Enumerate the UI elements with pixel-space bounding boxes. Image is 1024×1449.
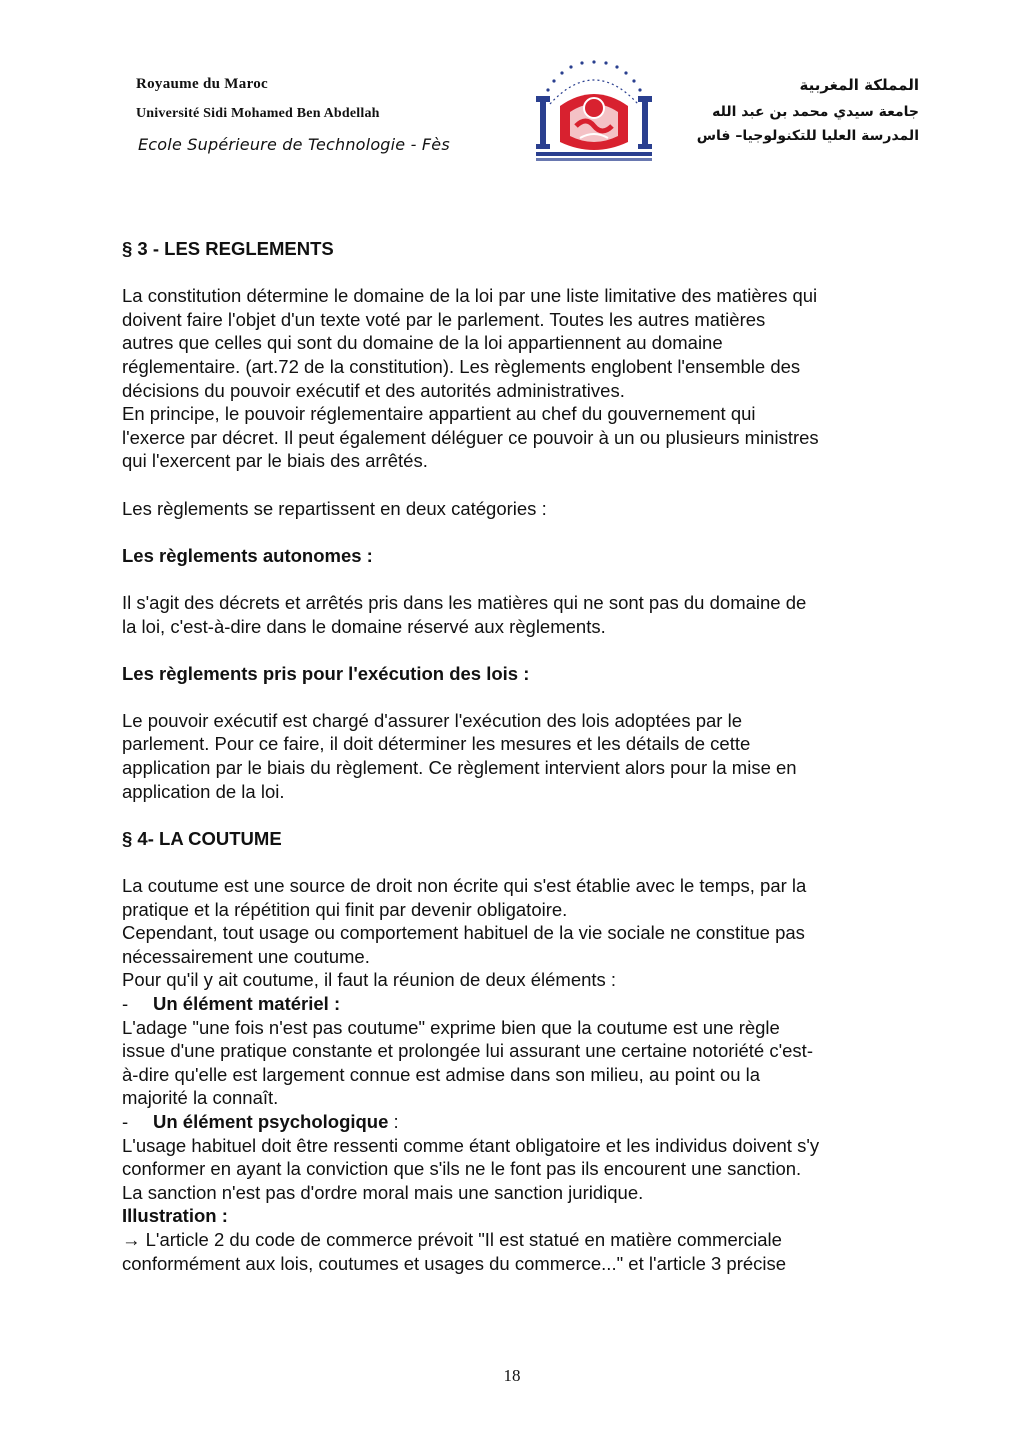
list-dash: -	[122, 993, 129, 1014]
header-university: Université Sidi Mohamed Ben Abdellah	[136, 106, 380, 121]
paragraph	[122, 591, 912, 638]
subheading-execution: Les règlements pris pour l'exécution des lois :	[122, 662, 530, 684]
element-psychologique-label: Un élément psychologique	[153, 1110, 389, 1132]
paragraph	[122, 874, 912, 1275]
text-line: → L'article 2 du code de commerce prévoit "Il est statué en matière commerciale	[122, 1228, 782, 1250]
text-line: La coutume est une source de droit non écrite qui s'est établie avec le temps, par la	[122, 875, 807, 897]
text-line: autres que celles qui sont du domaine de la loi appartiennent au domaine	[122, 332, 723, 354]
element-materiel-label: Un élément matériel :	[153, 993, 341, 1014]
text-line: décisions du pouvoir exécutif et des autorités administratives.	[122, 379, 625, 401]
text-line: En principe, le pouvoir réglementaire appartient au chef du gouvernement qui	[122, 403, 756, 425]
page-number: 18	[503, 1366, 521, 1385]
subheading-autonomes: Les règlements autonomes :	[122, 544, 373, 566]
paragraph	[122, 709, 912, 803]
text-line: conformément aux lois, coutumes et usages du commerce..." et l'article 3 précise	[122, 1252, 787, 1274]
page-body	[122, 237, 912, 1275]
list-dash: -	[122, 1110, 129, 1132]
page-header	[0, 0, 1024, 190]
text-line: réglementaire. (art.72 de la constitution). Les règlements englobent l'ensemble des	[122, 355, 801, 377]
text-line: Pour qu'il y ait coutume, il faut la réunion de deux éléments :	[122, 969, 617, 991]
text-line: l'exerce par décret. Il peut également déléguer ce pouvoir à un ou plusieurs ministres	[122, 426, 819, 448]
text-line: doivent faire l'objet d'un texte voté par le parlement. Toutes les autres matières	[122, 308, 766, 330]
text-line: parlement. Pour ce faire, il doit déterminer les mesures et les détails de cette	[122, 733, 751, 755]
header-kingdom: Royaume du Maroc	[136, 76, 269, 92]
university-crest-logo-icon	[530, 56, 658, 166]
illustration-label: Illustration :	[122, 1205, 228, 1227]
text-line: La constitution détermine le domaine de la loi par une liste limitative des matières qui	[122, 285, 818, 307]
paragraph: Les règlements se repartissent en deux catégories :	[122, 497, 547, 519]
header-school: Ecole Supérieure de Technologie - Fès	[138, 135, 450, 154]
text-line: conformer en ayant la conviction que s'ils ne le font pas ils encourent une sanction.	[122, 1158, 802, 1180]
section-4-title: § 4- LA COUTUME	[122, 827, 282, 849]
text-line: Cependant, tout usage ou comportement habituel de la vie sociale ne constitue pas	[122, 922, 805, 944]
paragraph	[122, 284, 912, 473]
element-psychologique-colon: :	[388, 1110, 399, 1132]
header-school-arabic: المدرسة العليا للتكنولوجيا– فاس	[696, 128, 919, 144]
text-line: pratique et la répétition qui finit par devenir obligatoire.	[122, 898, 568, 920]
text-line: à-dire qu'elle est largement connue est admise dans son milieu, au point ou la	[122, 1063, 761, 1085]
header-university-arabic: جامعة سيدي محمد بن عبد الله	[712, 104, 919, 120]
text-line: application par le biais du règlement. Ce règlement intervient alors pour la mise en	[122, 757, 797, 779]
text-line: Il s'agit des décrets et arrêtés pris dans les matières qui ne sont pas du domaine de	[122, 591, 807, 613]
section-3-title: § 3 - LES REGLEMENTS	[122, 238, 334, 259]
text-line: La sanction n'est pas d'ordre moral mais une sanction juridique.	[122, 1181, 644, 1203]
text-line: Le pouvoir exécutif est chargé d'assurer l'exécution des lois adoptées par le	[122, 709, 742, 731]
text-line: L'adage "une fois n'est pas coutume" exprime bien que la coutume est une règle	[122, 1016, 780, 1038]
header-kingdom-arabic: المملكة المغربية	[799, 76, 919, 94]
text-line: L'usage habituel doit être ressenti comme étant obligatoire et les individus doivent s'y	[122, 1134, 820, 1156]
text-line: application de la loi.	[122, 780, 285, 802]
text-line: qui l'exercent par le biais des arrêtés.	[122, 450, 428, 472]
text-line: issue d'une pratique constante et prolongée lui assurant une certaine notoriété c'est-	[122, 1040, 813, 1062]
text-line: majorité la connaît.	[122, 1087, 279, 1109]
text-line: la loi, c'est-à-dire dans le domaine réservé aux règlements.	[122, 615, 606, 637]
text-line: nécessairement une coutume.	[122, 945, 370, 967]
